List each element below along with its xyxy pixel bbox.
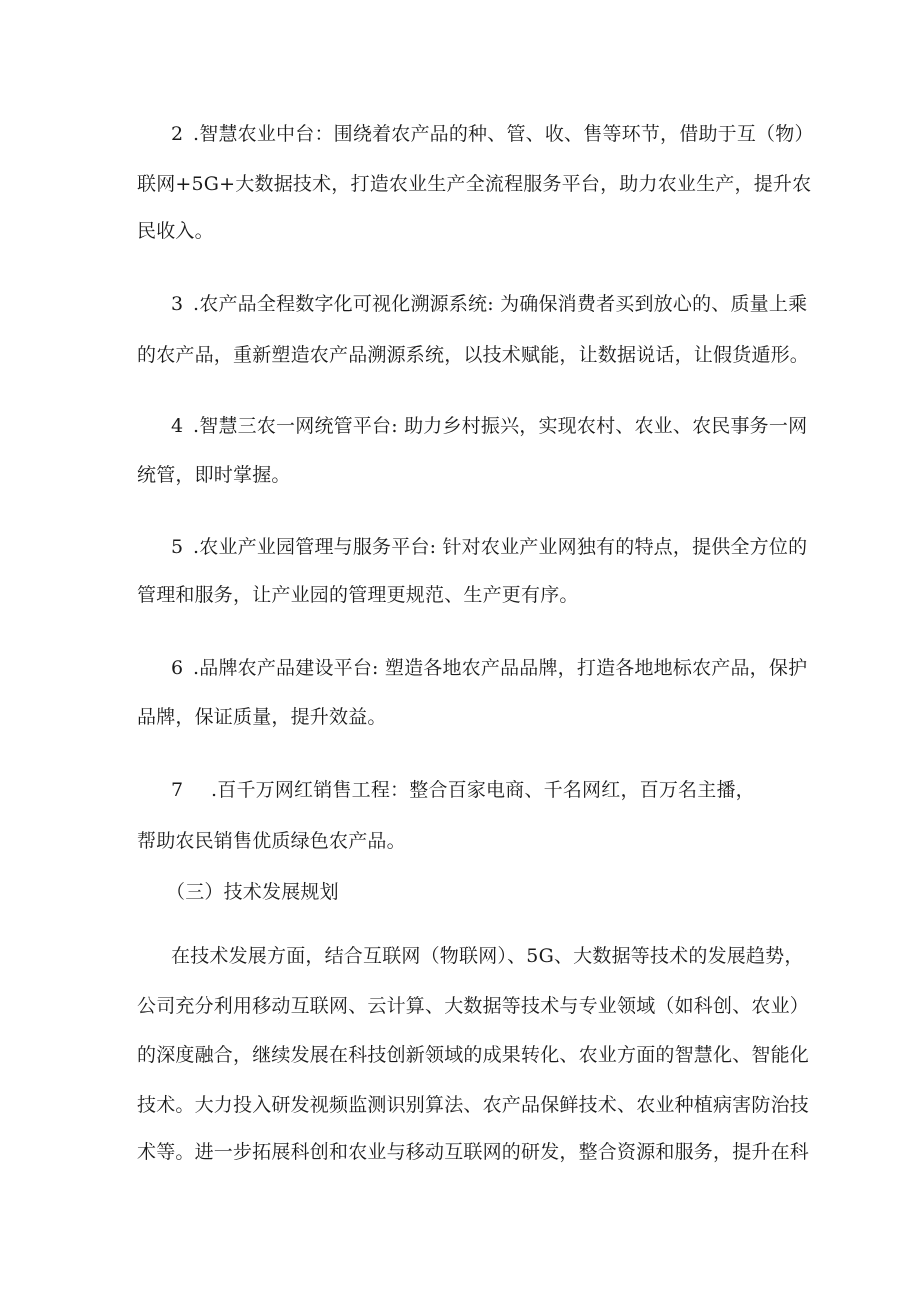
item-text: .百千万网红销售工程：整合百家电商、千名网红，百万名主播， [211, 779, 755, 801]
item-6-line-2: 品牌，保证质量，提升效益。 [137, 706, 387, 728]
item-number: 6 [171, 657, 184, 679]
item-number: 7 [171, 779, 184, 801]
item-number: 2 [171, 123, 184, 145]
item-number: 4 [171, 415, 184, 437]
paragraph-line-1: 在技术发展方面，结合互联网（物联网）、5G、大数据等技术的发展趋势， [171, 945, 804, 967]
item-2-line-2: 联网+5G+大数据技术，打造农业生产全流程服务平台，助力农业生产，提升农 [137, 173, 812, 195]
item-2-line-3: 民收入。 [137, 220, 214, 242]
item-7-line-1 [171, 778, 755, 802]
item-7-line-2: 帮助农民销售优质绿色农产品。 [137, 830, 406, 852]
paragraph-line-3: 的深度融合，继续发展在科技创新领域的成果转化、农业方面的智慧化、智能化 [137, 1044, 810, 1066]
item-number: 3 [171, 293, 184, 315]
item-number: 5 [171, 536, 184, 558]
item-text: .品牌农产品建设平台: 塑造各地农产品品牌，打造各地地标农产品，保护 [193, 657, 808, 679]
item-4-line-1 [171, 414, 807, 438]
section-heading: （三）技术发展规划 [166, 881, 339, 903]
item-text: .智慧农业中台：围绕着农产品的种、管、收、售等环节，借助于互（物） [193, 123, 814, 145]
item-text: .智慧三农一网统管平台: 助力乡村振兴，实现农村、农业、农民事务一网 [193, 415, 808, 437]
item-5-line-1 [171, 535, 807, 559]
item-4-line-2: 统管，即时掌握。 [137, 464, 291, 486]
paragraph-line-4: 技术。大力投入研发视频监测识别算法、农产品保鲜技术、农业种植病害防治技 [137, 1094, 810, 1116]
paragraph-line-5: 术等。进一步拓展科创和农业与移动互联网的研发，整合资源和服务，提升在科 [137, 1141, 810, 1163]
item-2-line-1 [171, 122, 814, 146]
item-text: .农业产业园管理与服务平台: 针对农业产业网独有的特点，提供全方位的 [193, 536, 808, 558]
item-text: .农产品全程数字化可视化溯源系统: 为确保消费者买到放心的、质量上乘 [193, 293, 808, 315]
item-5-line-2: 管理和服务，让产业园的管理更规范、生产更有序。 [137, 584, 579, 606]
paragraph-line-2: 公司充分利用移动互联网、云计算、大数据等技术与专业领域（如科创、农业） [137, 995, 810, 1017]
item-3-line-2: 的农产品，重新塑造农产品溯源系统，以技术赋能，让数据说话，让假货遁形。 [137, 344, 810, 366]
item-3-line-1 [171, 292, 807, 316]
item-6-line-1 [171, 656, 807, 680]
